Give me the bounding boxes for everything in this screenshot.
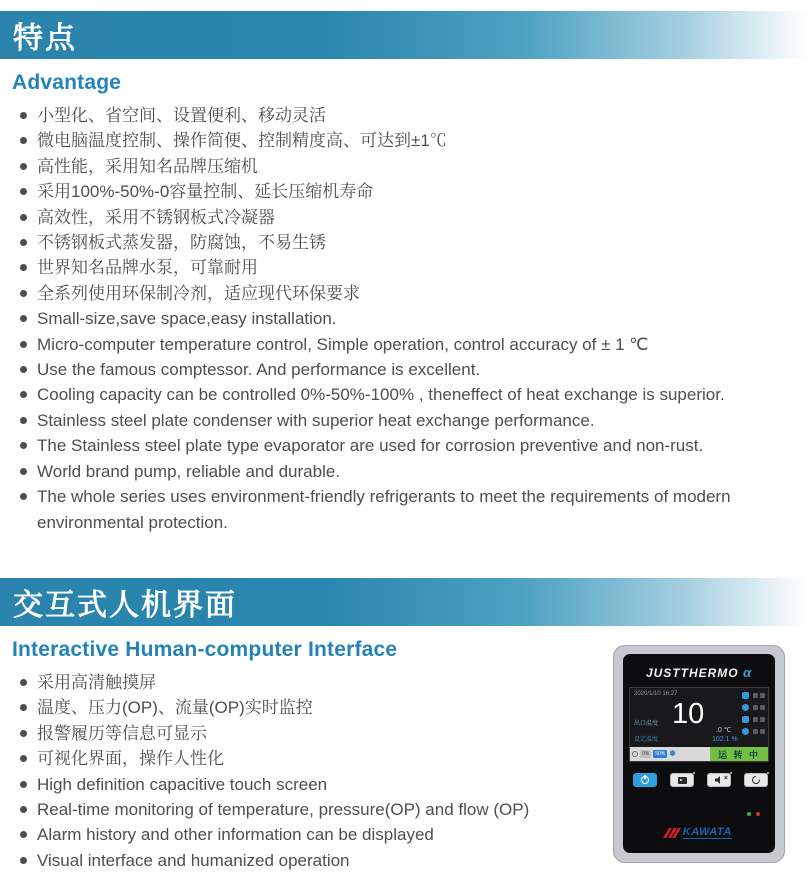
capacity-controls[interactable] [630,747,710,761]
kawata-stripes-icon [666,828,680,838]
outlet-temp-label: 出口温度 [634,721,659,727]
mute-button[interactable] [707,773,731,787]
menu-row[interactable] [742,728,765,735]
touch-screen[interactable] [629,687,769,762]
bullet-item: Visual interface and humanized operation [20,848,622,873]
device-button-row [623,773,775,787]
bullet-item: The Stainless steel plate type evaporator are used for corrosion preventive and non-rust. [20,433,807,458]
snowflake-icon: ❅ [669,749,676,758]
features-heading: Advantage [12,71,122,94]
temperature-unit: .0 ℃ [716,727,732,734]
features-banner-title: 特点 [13,22,77,55]
bullet-item: Stainless steel plate condenser with superior heat exchange performance. [20,408,807,433]
interface-banner-title: 交互式人机界面 [13,589,237,622]
features-bullet-list [20,103,807,535]
interface-heading: Interactive Human-computer Interface [12,638,398,661]
status-leds [747,812,760,816]
main-temperature-value: 10 [672,698,705,730]
power-icon [641,776,649,784]
bullet-item: 采用高清触摸屏 [20,670,622,695]
bullet-item: High definition capacitive touch screen [20,772,622,797]
screen-datetime: 2020/1/10 16:27 [634,691,678,697]
bullet-item: 报警履历等信息可显示 [20,721,622,746]
bullet-item: The whole series uses environment-friendly refrigerants to meet the requirements of modern environmental protection. [20,484,807,535]
menu-row[interactable] [742,692,765,699]
flow-value: 102.1 % [712,736,738,743]
interface-banner [0,578,807,626]
bullet-item: 不锈钢板式蒸发器，防腐蚀，不易生锈 [20,230,807,255]
display-button[interactable] [670,773,694,787]
control-panel-face [623,654,775,853]
kawata-logo [623,826,775,839]
power-button[interactable] [633,773,657,787]
gear-icon [742,728,749,735]
menu-label-block [760,729,765,734]
menu-row[interactable] [742,704,765,711]
device-brand [623,665,775,680]
bullet-item: World brand pump, reliable and durable. [20,459,807,484]
control-panel-image [613,645,785,863]
bullet-item: 微电脑温度控制、操作简便、控制精度高、可达到±1℃ [20,128,807,153]
run-led-green [747,812,751,816]
set-temp-label: 设定温度 [634,737,659,743]
bullet-item: 世界知名品牌水泵，可靠耐用 [20,255,807,280]
bullet-item: Micro-computer temperature control, Simple operation, control accuracy of ± 1 ℃ [20,332,807,357]
menu-label-block [753,705,758,710]
bullet-item: Alarm history and other information can be displayed [20,822,622,847]
bullet-item: Use the famous comptessor. And performance is excellent. [20,357,807,382]
bullet-item: 采用100%-50%-0容量控制、延长压缩机寿命 [20,179,807,204]
bullet-item: 可视化界面，操作人性化 [20,746,622,771]
bullet-item: Real-time monitoring of temperature, pressure(OP) and flow (OP) [20,797,622,822]
running-status-badge: 运 转 中 [710,747,768,761]
features-section [0,11,807,535]
bullet-item: 高性能，采用知名品牌压缩机 [20,154,807,179]
menu-label-block [753,717,758,722]
kawata-logo-text: KAWATA [682,826,732,838]
bullet-item: 温度、压力(OP)、流量(OP)实时监控 [20,695,622,720]
bullet-item: 全系列使用环保制冷剂，适应现代环保要求 [20,281,807,306]
alarm-led-red [756,812,760,816]
bullet-item: Small-size,save space,easy installation. [20,306,807,331]
screen-menu-icons [742,692,765,740]
menu-row[interactable] [742,716,765,723]
tools-icon [742,716,749,723]
menu-label-block [760,705,765,710]
screen-bottom-bar [630,747,768,761]
mute-x-mark: × [723,775,728,782]
menu-label-block [753,693,758,698]
device-brand-text: JUSTTHERMO [645,666,739,680]
refresh-icon [750,774,761,785]
reset-button[interactable] [744,773,768,787]
gear-icon [632,751,638,757]
bullet-item: 小型化、省空间、设置便利、移动灵活 [20,103,807,128]
mute-speaker-icon [715,776,723,784]
capacity-chip-50[interactable]: 50% [655,751,666,757]
device-brand-alpha: α [742,665,753,680]
display-icon [742,692,749,699]
edit-icon [742,704,749,711]
menu-label-block [760,693,765,698]
menu-label-block [760,717,765,722]
bullet-item: 高效性，采用不锈钢板式冷凝器 [20,205,807,230]
display-icon [678,777,687,784]
bullet-item: Cooling capacity can be controlled 0%-50%-100% , theneffect of heat exchange is superior. [20,382,807,407]
features-banner [0,11,807,59]
menu-label-block [753,729,758,734]
capacity-chip-0[interactable]: 0% [642,751,650,757]
